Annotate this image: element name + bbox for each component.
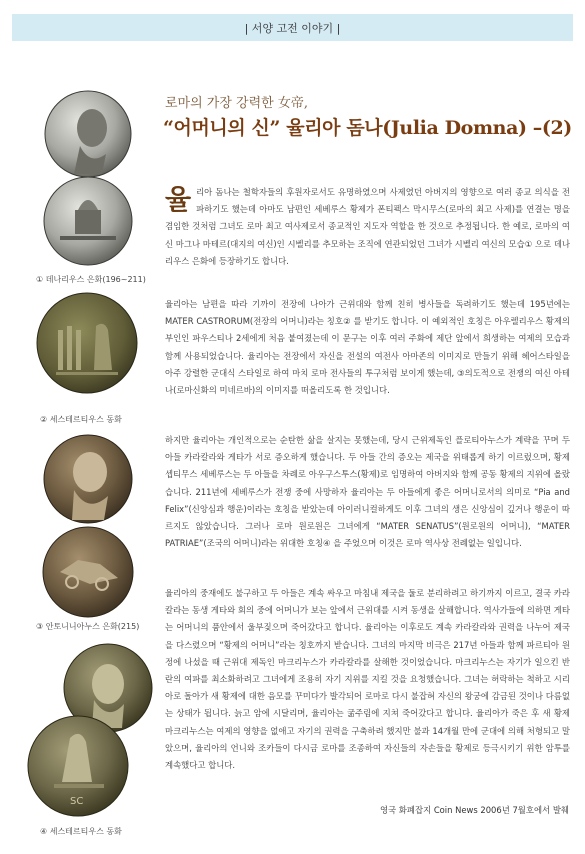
- coin-caption-4: ④ 세스테르티우스 동화: [40, 827, 122, 836]
- article-paragraph-2: [165, 296, 570, 399]
- source-credit: 영국 화폐잡지 Coin News 2006년 7월호에서 발췌: [379, 805, 569, 815]
- paragraph-text: 율리아의 중재에도 불구하고 두 아들은 계속 싸우고 마침내 제국을 둘로 분리하려고 하기까지 이르고, 결국 카라칼라는 동생 게타와 회의 중에 어머니가 보는 앞에서 근위대를 시켜 동생을 살해합니다. 역사가들에 의하면 게타는 어머니의 품안에서 울부짖으며 죽어갔다고 합니다. 율리아는 이후로도 계속 카라칼라와 권력을 나누어 제국을 다스렸으며 “황제의 어머니”라는 칭호까지 받습니다. 그녀의 마지막 비극은 217년 아들과 함께 파르티아 원정에 나섰을 때 근위대 제독인 마크리누스가 카라칼라를 살해한 것이었습니다. 마크리누스는 자기가 일으킨 반란의 여파를 최소화하려고 그녀에게 조용히 자기 지위를 지킬 것을 요청했습니다. 그녀는 허락하는 척하고 시리아로 돌아가 새 황제에 대한 음모를 꾸미다가 발각되어 로마로 다시 불잡혀 자신의 왕궁에 감금된 것이나 다름없는 상태가 됩니다. 늙고 암에 시달리며, 율리아는 굶주림에 지쳐 죽어갔다고 합니다. 율리아가 죽은 후 새 황제 마크리누스는 여제의 영향을 없애고 자기의 권력을 구축하려 했지만 불과 14개월 만에 군대에 의해 처형되고 말았으며, 율리아의 언니와 조카들이 다시금 로마를 조종하여 자신들의 자손들을 황제로 등극시키기 위한 암투를 계속했다고 합니다.: [165, 588, 570, 771]
- coin-caption-3: ③ 안토니니아누스 은화(215): [36, 622, 140, 631]
- article-series-label: 로마의 가장 강력한 女帝,: [165, 96, 308, 111]
- article-title: “어머니의 신” 율리아 돔나(Julia Domna) –(2): [163, 117, 572, 139]
- article-paragraph-4: [165, 585, 570, 774]
- coin-exergue-text: SC: [70, 796, 84, 807]
- paragraph-text: 리아 돔나는 철학자들의 후원자로서도 유명하였으며 사제였던 아버지의 영향으로 여러 종교 의식을 전파하기도 했는데 아마도 남편인 세베루스 황제가 폰티펙스 막시무스(로마의 최고 사제)를 연결는 명을 겸임한 것처럼 그녀도 로마 최고 여사제로서 종교적인 지도자 역할을 한 것으로 추정됩니다. 한 예로, 로마의 여신 마그나 마테르(대지의 여신)인 시벨리를 추모하는 조직에 연관되었던 그녀가 시벨리 여신의 모습① 으로 데나리우스 은화에 등장하기도 합니다.: [165, 187, 570, 266]
- article-paragraph-3: [165, 432, 570, 552]
- paragraph-text: 하지만 율리아는 개인적으로는 순탄한 삶을 살지는 못했는데, 당시 근위제독인 플로티아누스가 계략을 꾸며 두 아들 카라칼라와 게타가 서로 증오하게 했습니다. 두 아들 간의 증오는 제국을 위태롭게 하기 이르렀으며, 황제 셉티무스 세베루스는 두 아들을 차례로 아우구스투스(황제)로 임명하여 아버지와 함께 공동 황제의 지위에 올랐습니다. 211년에 세베루스가 전쟁 중에 사망하자 율리아는 두 아들에게 좋은 어머니로서의 의미로 “Pia and Felix”(신앙심과 행운)이라는 호칭을 받았는데 아이러니컬하게도 이후 그녀의 생은 신앙심이 깊거나 행운이 따르지도 않았습니다. 그러나 로마 원로원은 그녀에게 “MATER SENATUS”(원로원의 어머니), “MATER PATRIAE”(조국의 어머니)라는 위대한 호칭④ 을 주었으며 이것은 로마 역사상 전례없는 일입니다.: [165, 435, 570, 549]
- coin-caption-2: ② 세스테르티우스 동화: [40, 415, 122, 424]
- coin-caption-1: ① 데나리우스 은화(196~211): [36, 275, 146, 284]
- coin-denarius-image: [30, 88, 145, 273]
- article-paragraph-1: [165, 184, 570, 270]
- coin-sestertius-1-image: [34, 290, 140, 396]
- coin-antoninianus-image: [30, 432, 145, 620]
- dropcap-letter: 율: [165, 185, 192, 216]
- section-header-bar: [12, 14, 573, 41]
- coin-sestertius-2-image: [26, 642, 154, 822]
- section-title: | 서양 고전 이야기 |: [244, 21, 341, 35]
- paragraph-text: 율리아는 남편을 따라 기까이 전장에 나아가 근위대와 함께 친히 병사들을 독려하기도 했는데 195년에는 MATER CASTRORUM(전장의 어머니)라는 칭호② 를 받기도 합니다. 이 예외적인 호칭은 아우렐리우스 황제의 부인인 파우스티나 2세에게 처음 붙여졌는데 이 문구는 이후 여러 주화에 제단 앞에서 희생하는 여제의 모습과 함께 사용되었습니다. 율리아는 전장에서 자신을 전설의 여전사 아마존의 이미지로 만들기 위해 헤어스타일을 아주 강렬한 군대식 스타일로 하여 마치 로마 전사들의 투구처럼 보이게 했는데, ③의도적으로 전쟁의 여신 아테나(로마신화의 미네르바)의 이미지를 떠올리도록 한 것입니다.: [165, 299, 570, 396]
